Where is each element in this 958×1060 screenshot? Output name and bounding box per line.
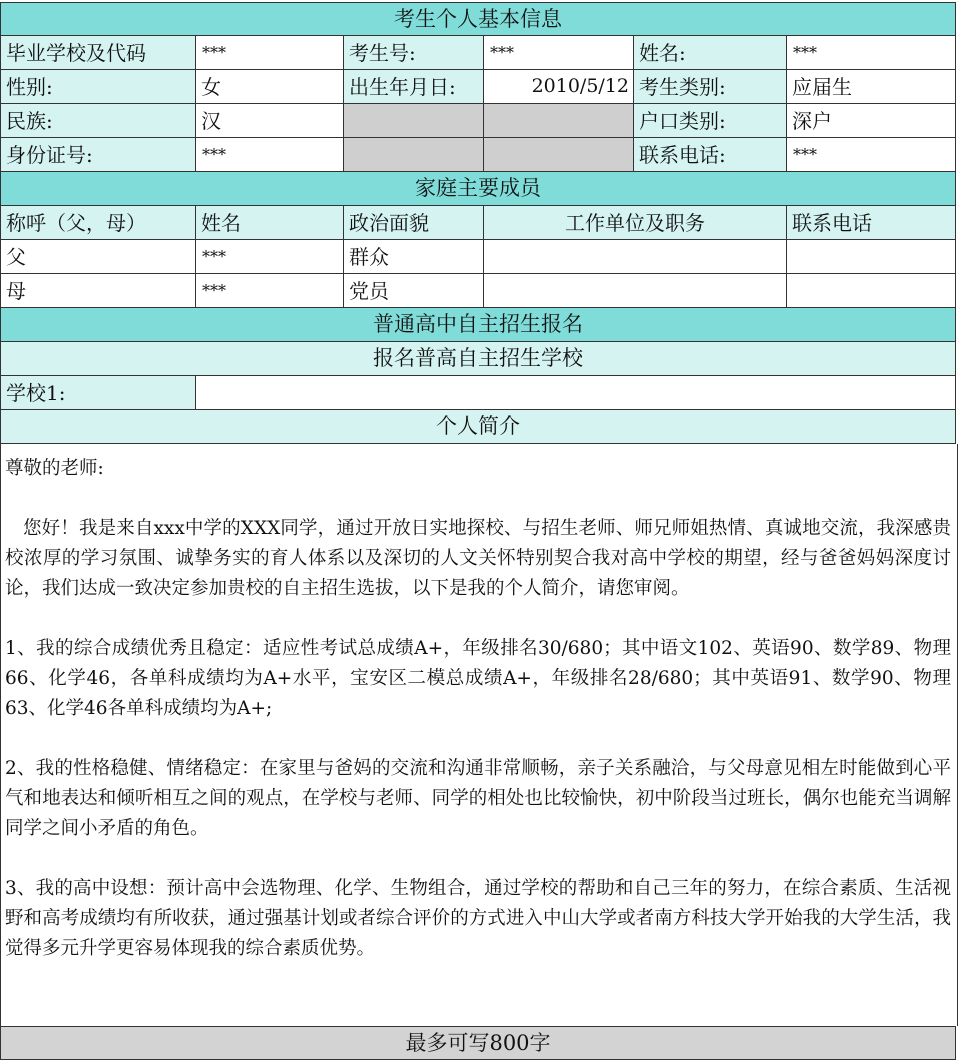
category-value[interactable]: 应届生	[787, 70, 956, 104]
family-phone[interactable]	[787, 240, 956, 274]
category-label: 考生类别:	[634, 70, 787, 104]
hukou-label: 户口类别:	[634, 104, 787, 138]
phone-label: 联系电话:	[634, 138, 787, 172]
family-col-work: 工作单位及职务	[484, 206, 787, 240]
exam-no-value[interactable]: ***	[484, 36, 634, 70]
family-political[interactable]: 群众	[344, 240, 484, 274]
intro-paragraph-4: 3、我的高中设想：预计高中会选物理、化学、生物组合，通过学校的帮助和自己三年的努力，在综合素质、生活视野和高考成绩均有所收获，通过强基计划或者综合评价的方式进入中山大学或者南方科技大学开始我的大学生活，我觉得多元升学更容易体现我的综合素质优势。	[5, 878, 951, 959]
blank-cell	[344, 104, 484, 138]
name-label: 姓名:	[634, 36, 787, 70]
id-label: 身份证号:	[0, 138, 196, 172]
intro-paragraph-1: 您好！我是来自xxx中学的XXX同学，通过开放日实地探校、与招生老师、师兄师姐热情、真诚地交流，我深感贵校浓厚的学习氛围、诚挚务实的育人体系以及深切的人文关怀特别契合我对高中学校的期望，经与爸爸妈妈深度讨论，我们达成一致决定参加贵校的自主招生选拔，以下是我的个人简介，请您审阅。	[5, 518, 951, 599]
id-value[interactable]: ***	[196, 138, 344, 172]
ethnicity-label: 民族:	[0, 104, 196, 138]
exam-no-label: 考生号:	[344, 36, 484, 70]
family-work[interactable]	[484, 240, 787, 274]
blank-cell	[484, 138, 634, 172]
intro-paragraph-3: 2、我的性格稳健、情绪稳定：在家里与爸妈的交流和沟通非常顺畅，亲子关系融洽，与父母意见相左时能做到心平气和地表达和倾听相互之间的观点，在学校与老师、同学的相处也比较愉快，初中阶段当过班长，偶尔也能充当调解同学之间小矛盾的角色。	[5, 758, 951, 839]
gender-value[interactable]: 女	[196, 70, 344, 104]
admission-subheader: 报名普高自主招生学校	[0, 342, 956, 376]
family-relation: 母	[0, 274, 196, 308]
birth-label: 出生年月日:	[344, 70, 484, 104]
school-label: 毕业学校及代码	[0, 36, 196, 70]
family-col-political: 政治面貌	[344, 206, 484, 240]
ethnicity-value[interactable]: 汉	[196, 104, 344, 138]
family-col-phone: 联系电话	[787, 206, 956, 240]
family-col-relation: 称呼（父，母）	[0, 206, 196, 240]
family-col-name: 姓名	[196, 206, 344, 240]
intro-text-area[interactable]	[0, 444, 958, 1026]
hukou-value[interactable]: 深户	[787, 104, 956, 138]
school1-label: 学校1:	[0, 376, 196, 410]
gender-label: 性别:	[0, 70, 196, 104]
family-name[interactable]: ***	[196, 274, 344, 308]
family-phone[interactable]	[787, 274, 956, 308]
school-value[interactable]: ***	[196, 36, 344, 70]
basic-info-header: 考生个人基本信息	[0, 2, 956, 36]
word-limit-note: 最多可写800字	[0, 1026, 956, 1060]
family-name[interactable]: ***	[196, 240, 344, 274]
phone-value[interactable]: ***	[787, 138, 956, 172]
intro-greeting: 尊敬的老师:	[5, 458, 104, 479]
family-political[interactable]: 党员	[344, 274, 484, 308]
name-value[interactable]: ***	[787, 36, 956, 70]
family-relation: 父	[0, 240, 196, 274]
intro-header: 个人简介	[0, 410, 956, 444]
family-header: 家庭主要成员	[0, 172, 956, 206]
blank-cell	[484, 104, 634, 138]
blank-cell	[344, 138, 484, 172]
school1-input[interactable]	[196, 376, 956, 410]
family-work[interactable]	[484, 274, 787, 308]
intro-paragraph-2: 1、我的综合成绩优秀且稳定：适应性考试总成绩A+，年级排名30/680；其中语文102、英语90、数学89、物理66、化学46，各单科成绩均为A+水平，宝安区二模总成绩A+，年级排名28/680；其中英语91、数学90、物理63、化学46各单科成绩均为A+;	[5, 638, 951, 719]
birth-value[interactable]: 2010/5/12	[484, 70, 634, 104]
admission-header: 普通高中自主招生报名	[0, 308, 956, 342]
